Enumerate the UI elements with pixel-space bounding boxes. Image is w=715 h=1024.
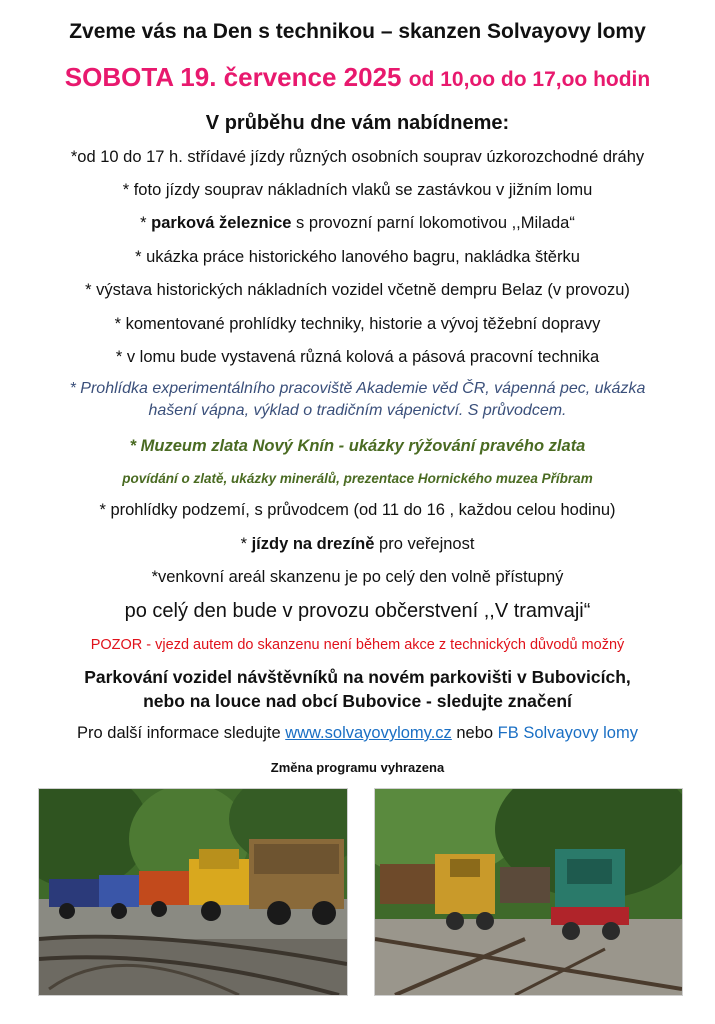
parking-info xyxy=(0,665,715,713)
event-date xyxy=(0,62,715,93)
program-item-photo-rides: * foto jízdy souprav nákladních vlaků se zastávkou v jižním lomu xyxy=(122,181,593,199)
program-item-train-rides: *od 10 do 17 h. střídavé jízdy různých osobních souprav úzkorozchodné dráhy xyxy=(70,148,645,166)
gold-museum-details: povídání o zlatě, ukázky minerálů, prezentace Hornického muzea Příbram xyxy=(122,471,593,486)
event-hours: od 10,oo do 17,oo hodin xyxy=(408,68,651,91)
program-item-park-railway xyxy=(0,214,715,233)
gold-museum-label: Muzeum zlata Nový Knín - ukázky rýžování pravého zlata xyxy=(140,437,586,455)
bullet: * xyxy=(129,437,141,455)
program-item-refreshments: po celý den bude v provozu občerstvení ,,V tramvaji“ xyxy=(124,600,591,622)
program-item-excavator: * ukázka práce historického lanového bagru, nakládka štěrku xyxy=(135,248,580,266)
photo-locomotives xyxy=(374,788,683,996)
more-info-pre: Pro další informace sledujte xyxy=(77,724,286,742)
more-info xyxy=(0,724,715,743)
photo-trucks-image xyxy=(39,789,347,995)
program-item-gold-museum xyxy=(0,437,715,456)
offer-heading: V průběhu dne vám nabídneme: xyxy=(205,112,510,134)
bullet: * xyxy=(240,535,252,553)
more-info-mid: nebo xyxy=(451,724,498,742)
park-railway-label: parková železnice xyxy=(151,214,292,232)
program-change-note: Změna programu vyhrazena xyxy=(270,760,445,775)
draisine-desc: pro veřejnost xyxy=(374,535,475,553)
academy-line-1: * Prohlídka experimentálního pracoviště Akademie věd ČR, vápenná pec, ukázka xyxy=(69,380,646,397)
program-item-academy xyxy=(0,378,715,422)
parking-line-1: Parkování vozidel návštěvníků na novém parkovišti v Bubovicích, xyxy=(84,667,631,687)
program-item-machinery: * v lomu bude vystavená různá kolová a pásová pracovní technika xyxy=(115,348,600,366)
bullet: * xyxy=(140,214,152,232)
program-item-open-area: *venkovní areál skanzenu je po celý den volně přístupný xyxy=(151,568,564,586)
warning-no-car-entry: POZOR - vjezd autem do skanzenu není během akce z technických důvodů možný xyxy=(90,637,625,653)
facebook-link[interactable]: FB Solvayovy lomy xyxy=(497,724,638,742)
program-item-draisine xyxy=(0,535,715,554)
event-date-main: SOBOTA 19. července 2025 xyxy=(64,62,402,92)
website-link[interactable]: www.solvayovylomy.cz xyxy=(285,724,452,742)
photo-locomotives-image xyxy=(375,789,682,995)
photo-trucks xyxy=(38,788,348,996)
program-item-truck-exhibition: * výstava historických nákladních vozidel včetně dempru Belaz (v provozu) xyxy=(85,281,630,299)
park-railway-desc: s provozní parní lokomotivou ,,Milada“ xyxy=(291,214,575,232)
poster-title: Zveme vás na Den s technikou – skanzen Solvayovy lomy xyxy=(69,20,646,43)
program-item-guided-tours: * komentované prohlídky techniky, historie a vývoj těžební dopravy xyxy=(114,315,601,333)
program-item-underground: * prohlídky podzemí, s průvodcem (od 11 do 16 , každou celou hodinu) xyxy=(99,501,616,519)
academy-line-2: hašení vápna, výklad o tradičním vápenictví. S průvodcem. xyxy=(148,402,567,419)
parking-line-2: nebo na louce nad obcí Bubovice - sledujte značení xyxy=(143,691,572,711)
draisine-label: jízdy na drezíně xyxy=(251,535,375,553)
